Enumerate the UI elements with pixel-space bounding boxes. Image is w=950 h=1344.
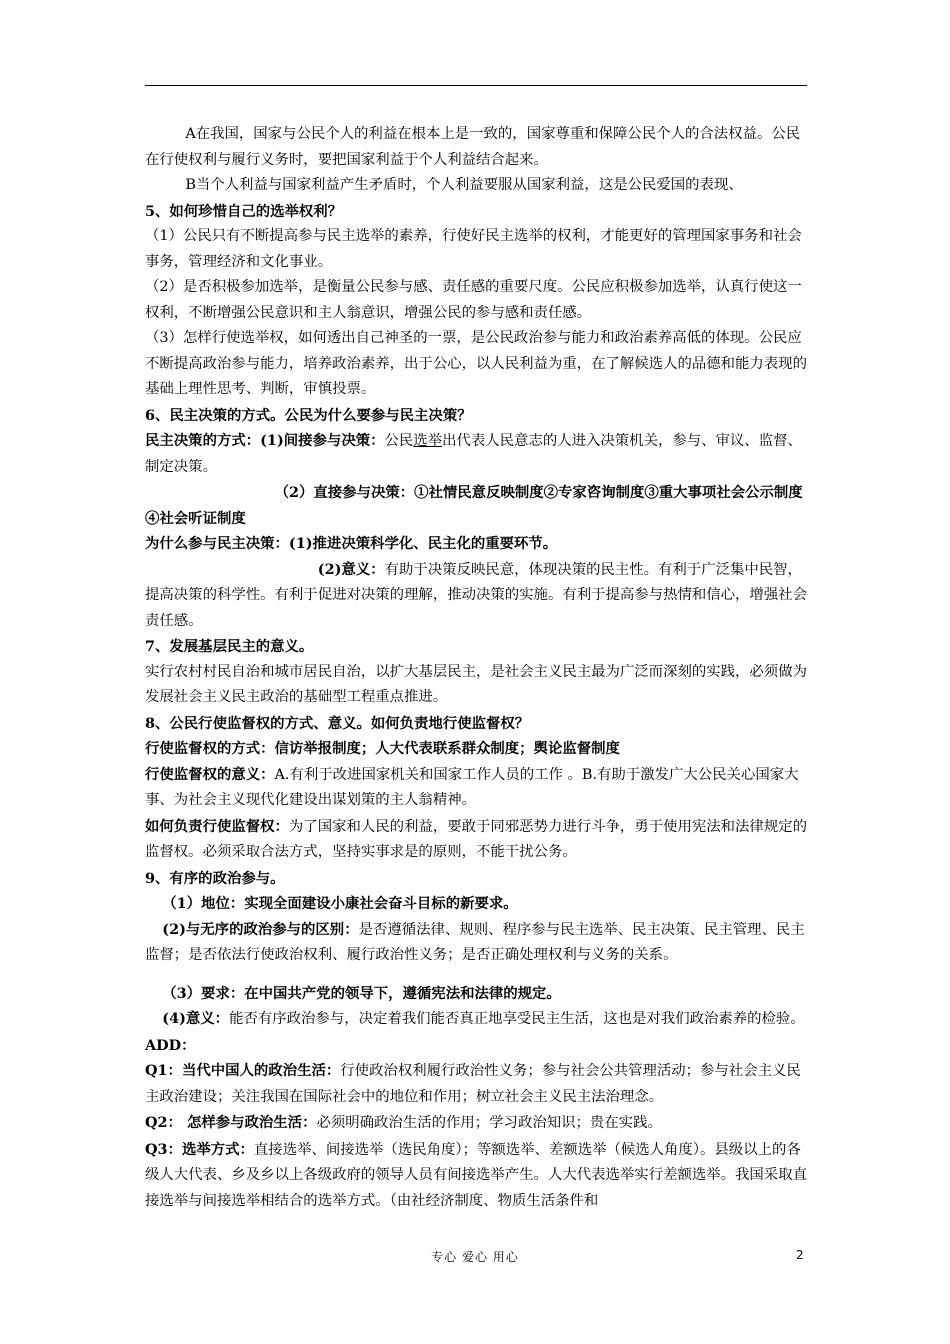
paragraph-6-4-label: (2)意义： (317, 560, 385, 578)
paragraph-6-1-label: 民主决策的方式：(1)间接参与决策： (145, 432, 385, 449)
paragraph-q2-text: 必须明确政治生活的作用；学习政治知识；贵在实践。 (316, 1115, 662, 1131)
heading-9: 9、有序的政治参与。 (145, 869, 285, 887)
paragraph-8-3-label: 如何负责行使监督权： (145, 817, 289, 835)
paragraph-6-4-text: 有助于决策反映民意，体现决策的民主性。有利于广泛集中民智，提高决策的科学性。有利于促进对决策的理解，推动决策的实施。有利于提高参与热情和信心，增强社会责任感。 (145, 561, 807, 629)
paragraph-q2-label: Q2： 怎样参与政治生活： (145, 1114, 317, 1131)
paragraph-9-1: （1）地位：实现全面建设小康社会奋斗目标的新要求。 (162, 895, 518, 912)
paragraph-9-2 (145, 917, 807, 969)
paragraph-8-2 (145, 762, 807, 814)
paragraph-q2 (145, 1110, 807, 1137)
heading-5: 5、如何珍惜自己的选举权利？ (145, 202, 343, 220)
paragraph-6-4 (145, 557, 807, 635)
page-footer (0, 1248, 950, 1270)
paragraph-9-4 (145, 1006, 807, 1033)
paragraph-b: B当个人利益与国家利益产生矛盾时，个人利益要服从国家利益，这是公民爱国的表现、 (185, 177, 743, 193)
paragraph-6-2: （2）直接参与决策：①社情民意反映制度②专家咨询制度③重大事项社会公示制度④社会听证制度 (145, 484, 803, 527)
paragraph-5-2: （2）是否积极参加选举，是衡量公民参与感、责任感的重要尺度。公民应积极参加选举，认真行使这一权利，不断增强公民意识和主人翁意识，增强公民的参与感和责任感。 (145, 279, 802, 321)
paragraph-6-3: 为什么参与民主决策：(1)推进决策科学化、民主化的重要环节。 (145, 535, 558, 552)
paragraph-q1-text: 行使政治权利履行政治性义务；参与社会公共管理活动；参与社会主义民主政治建设；关注我国在国际社会中的地位和作用；树立社会主义民主法治理念。 (145, 1063, 801, 1105)
paragraph-9-2-text: 是否遵循法律、规则、程序参与民主选举、民主决策、民主管理、民主监督；是否依法行使政治权利、履行政治性义务；是否正确处理权利与义务的关系。 (145, 921, 805, 963)
paragraph-9-4-text: 能否有序政治参与，决定着我们能否真正地享受民主生活，这也是对我们政治素养的检验。 (229, 1011, 805, 1027)
paragraph-a: A在我国，国家与公民个人的利益在根本上是一致的，国家尊重和保障公民个人的合法权益。公民在行使权利与履行义务时，要把国家利益于个人利益结合起来。 (145, 126, 801, 168)
paragraph-q1-label: Q1：当代中国人的政治生活： (145, 1062, 341, 1079)
paragraph-q3 (145, 1137, 807, 1215)
paragraph-6-1-underlined: 选举 (413, 433, 443, 449)
add-heading: ADD： (145, 1036, 196, 1054)
header-rule (145, 85, 807, 86)
heading-8: 8、公民行使监督权的方式、意义。如何负责地行使监督权？ (145, 714, 530, 732)
paragraph-6-1 (145, 428, 807, 480)
paragraph-8-3-text: 为了国家和人民的利益，要敢于同邪恶势力进行斗争，勇于使用宪法和法律规定的监督权。必须采取合法方式，坚持实事求是的原则，不能干扰公务。 (145, 818, 807, 860)
paragraph-8-2-label: 行使监督权的意义： (145, 765, 275, 783)
paragraph-5-3: （3）怎样行使选举权，如何透出自己神圣的一票，是公民政治参与能力和政治素养高低的体现。公民应不断提高政治参与能力，培养政治素养，出于公心，以人民利益为重，在了解候选人的品德和能力表现的基础上理性思考、判断，审慎投票。 (145, 330, 807, 397)
page-number: 2 (796, 1248, 804, 1262)
paragraph-6-1-pre: 公民 (384, 433, 414, 449)
paragraph-8-3 (145, 814, 807, 866)
paragraph-5-1: （1）公民只有不断提高参与民主选举的素养，行使好民主选举的权利，才能更好的管理国家事务和社会事务，管理经济和文化事业。 (145, 228, 802, 270)
paragraph-q1 (145, 1058, 807, 1110)
footer-motto: 专心 爱心 用心 (431, 1250, 519, 1264)
paragraph-9-2-label: (2)与无序的政治参与的区别： (162, 920, 359, 938)
paragraph-9-3: （3）要求：在中国共产党的领导下，遵循宪法和法律的规定。 (162, 984, 561, 1002)
paragraph-q3-label: Q3：选举方式： (145, 1140, 254, 1158)
document-body (145, 122, 807, 1214)
paragraph-gap (145, 969, 807, 981)
heading-6: 6、民主决策的方式。公民为什么要参与民主决策？ (145, 406, 472, 424)
paragraph-q3-text: 直接选举、间接选举（选民角度）；等额选举、差额选举（候选人角度）。县级以上的各级人大代表、乡及乡以上各级政府的领导人员有间接选举产生。人大代表选举实行差额选举。我国采取直接选举与间接选举相结合的选举方式。（由社经济制度、物质生活条件和 (145, 1141, 807, 1209)
paragraph-8-2-text: A.有利于改进国家机关和国家工作人员的工作 。B.有助于激发广大公民关心国家大事、为社会主义现代化建设出谋划策的主人翁精神。 (145, 766, 799, 808)
paragraph-6-1-post: 出代表人民意志的人进入决策机关，参与、审议、监督、制定决策。 (145, 433, 802, 475)
paragraph-8-1: 行使监督权的方式：信访举报制度；人大代表联系群众制度；舆论监督制度 (145, 740, 620, 757)
heading-7: 7、发展基层民主的意义。 (145, 638, 314, 655)
paragraph-7: 实行农村村民自治和城市居民自治，以扩大基层民主，是社会主义民主最为广泛而深刻的实践，必须做为发展社会主义民主政治的基础型工程重点推进。 (145, 663, 807, 705)
paragraph-9-4-label: (4)意义： (162, 1010, 230, 1027)
